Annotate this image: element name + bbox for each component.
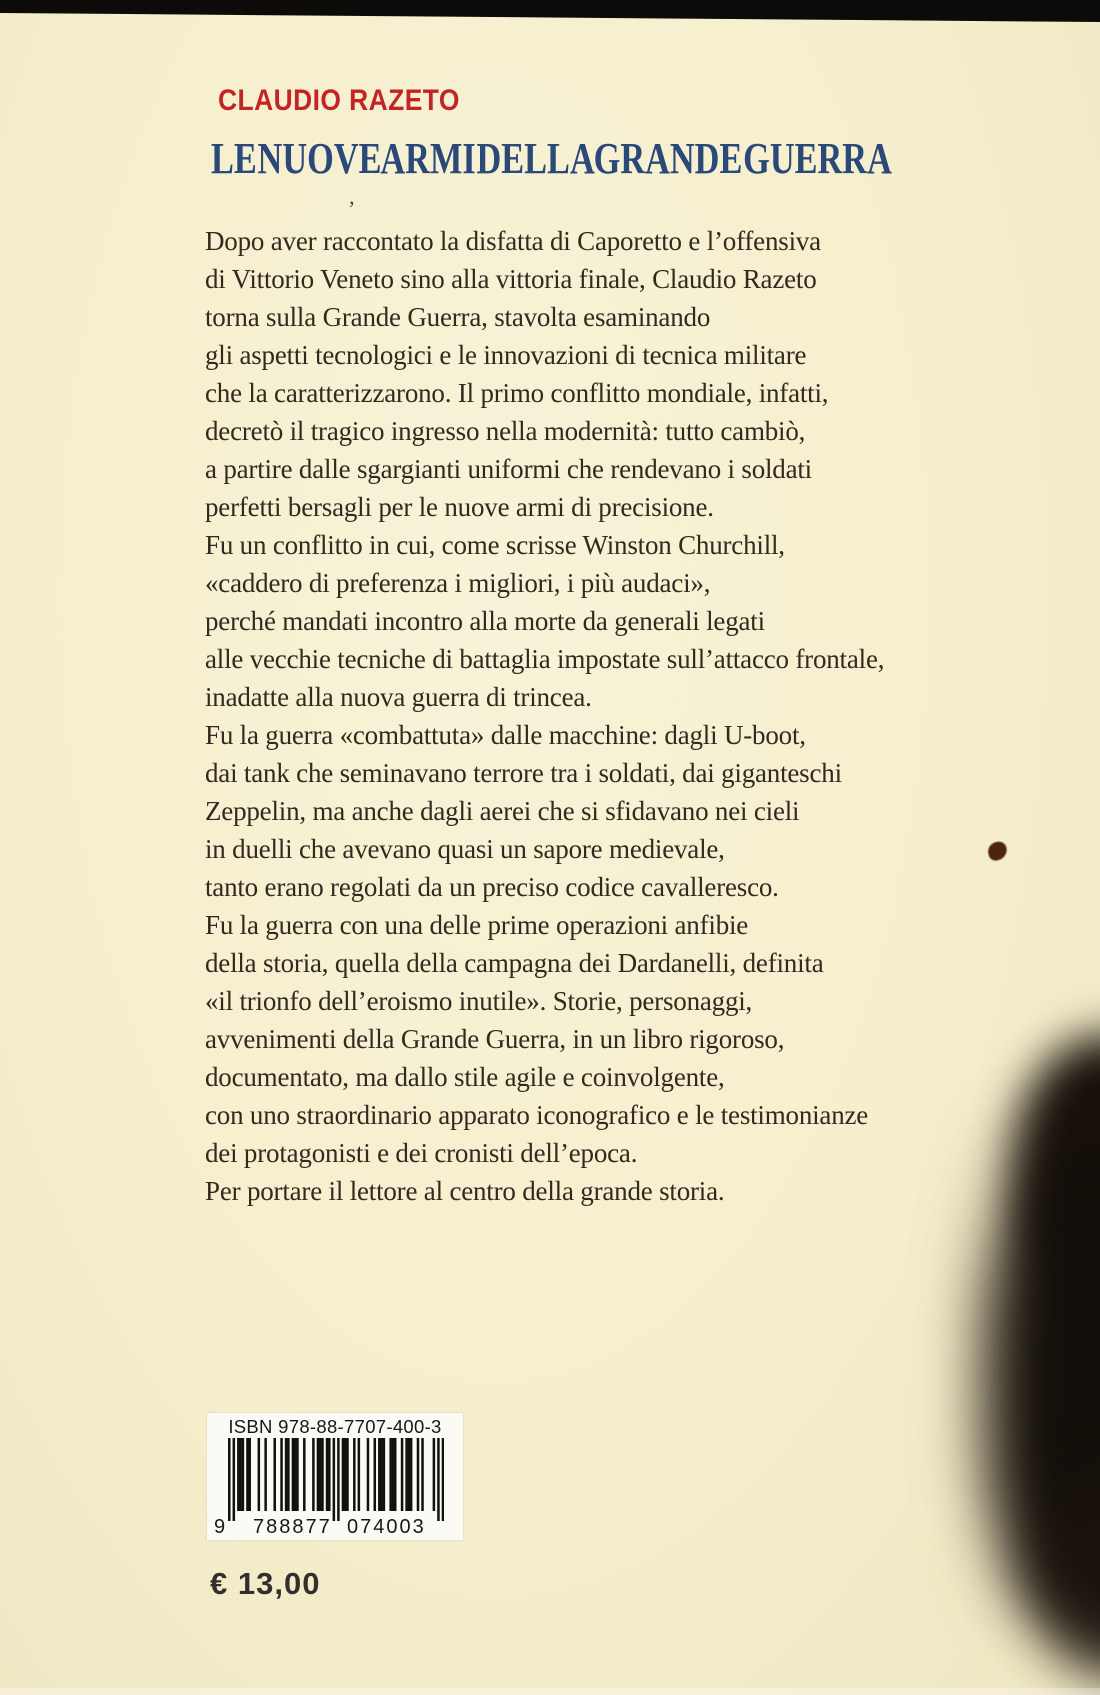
- blurb-line: torna sulla Grande Guerra, stavolta esaminando: [205, 302, 711, 332]
- author-name: CLAUDIO RAZETO: [218, 84, 460, 117]
- blurb-line: avvenimenti della Grande Guerra, in un libro rigoroso,: [205, 1024, 785, 1054]
- blurb-line: alle vecchie tecniche di battaglia impostate sull’attacco frontale,: [205, 644, 885, 674]
- isbn-label: ISBN 978-88-7707-400-3: [228, 1416, 442, 1437]
- blurb-line: tanto erano regolati da un preciso codice cavalleresco.: [205, 872, 779, 902]
- blurb-line: «il trionfo dell’eroismo inutile». Storie, personaggi,: [205, 986, 753, 1016]
- blurb-line: decretò il tragico ingresso nella modernità: tutto cambiò,: [205, 416, 806, 446]
- blurb-line: perché mandati incontro alla morte da generali legati: [205, 606, 765, 636]
- stray-print-mark: ’: [348, 196, 356, 221]
- ean13-barcode: [228, 1438, 444, 1521]
- blurb-line: Fu la guerra con una delle prime operazioni anfibie: [205, 910, 749, 940]
- blurb-line: in duelli che avevano quasi un sapore medievale,: [205, 834, 725, 864]
- blurb-line: Per portare il lettore al centro della grande storia.: [205, 1176, 725, 1206]
- book-top-edge: [0, 0, 1100, 24]
- blurb-line: perfetti bersagli per le nuove armi di precisione.: [205, 492, 714, 522]
- blurb-line: documentato, ma dallo stile agile e coinvolgente,: [205, 1062, 725, 1092]
- blurb-line: «caddero di preferenza i migliori, i più audaci»,: [205, 568, 711, 598]
- price-label: € 13,00: [210, 1566, 321, 1601]
- blurb-line: della storia, quella della campagna dei Dardanelli, definita: [205, 948, 824, 978]
- barcode-digit-group2: 074003: [347, 1516, 426, 1538]
- bottom-edge-highlight: [0, 1688, 1100, 1695]
- barcode-digit-group1: 788877: [253, 1516, 332, 1538]
- blurb-line: Fu un conflitto in cui, come scrisse Winston Churchill,: [205, 530, 785, 560]
- blurb-line: Dopo aver raccontato la disfatta di Caporetto e l’offensiva: [205, 226, 821, 256]
- barcode-digits: [207, 1516, 463, 1538]
- isbn-barcode-block: [207, 1413, 463, 1540]
- blurb-line: Zeppelin, ma anche dagli aerei che si sfidavano nei cieli: [205, 796, 800, 826]
- blurb-line: dei protagonisti e dei cronisti dell’epoca.: [205, 1138, 638, 1168]
- blurb-line: Fu la guerra «combattuta» dalle macchine: dagli U-boot,: [205, 720, 806, 750]
- blurb-line: che la caratterizzarono. Il primo conflitto mondiale, infatti,: [205, 378, 829, 408]
- blurb-line: dai tank che seminavano terrore tra i soldati, dai giganteschi: [205, 758, 842, 788]
- blurb-line: a partire dalle sgargianti uniformi che rendevano i soldati: [205, 454, 812, 484]
- ink-stain: [986, 840, 1009, 862]
- barcode-digit-first: 9: [214, 1516, 228, 1538]
- book-title: LE NUOVE ARMI DELLA GRANDE GUERRA: [211, 134, 892, 183]
- blurb-line: inadatte alla nuova guerra di trincea.: [205, 682, 592, 712]
- blurb-line: con uno straordinario apparato iconografico e le testimonianze: [205, 1100, 869, 1130]
- blurb-line: gli aspetti tecnologici e le innovazioni di tecnica militare: [205, 340, 807, 370]
- blurb-line: di Vittorio Veneto sino alla vittoria finale, Claudio Razeto: [205, 264, 817, 294]
- back-cover-blurb: [205, 222, 965, 1210]
